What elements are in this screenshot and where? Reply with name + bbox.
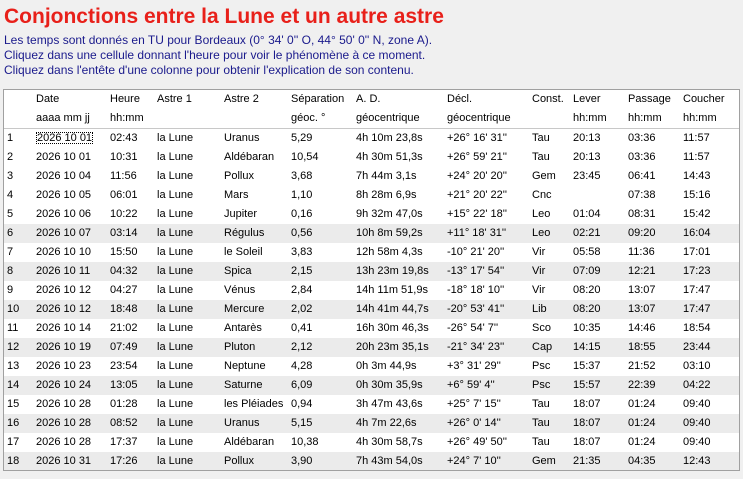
cell-body2[interactable]: Aldébaran	[224, 151, 275, 163]
cell-body2[interactable]: Aldébaran	[224, 436, 275, 448]
cell-date[interactable]: 2026 10 19	[36, 341, 92, 353]
cell-transit[interactable]: 04:35	[628, 455, 656, 467]
cell-date[interactable]: 2026 10 12	[36, 284, 92, 296]
cell-rise[interactable]: 01:04	[573, 208, 601, 220]
cell-set[interactable]: 15:16	[683, 189, 711, 201]
cell-transit[interactable]: 12:21	[628, 265, 656, 277]
cell-rise[interactable]: 08:20	[573, 284, 601, 296]
cell-rise[interactable]: 10:35	[573, 322, 601, 334]
cell-transit[interactable]: 01:24	[628, 436, 656, 448]
cell-row-number[interactable]: 2	[7, 151, 14, 163]
cell-row-number[interactable]: 17	[7, 436, 20, 448]
cell-rise[interactable]: 18:07	[573, 398, 601, 410]
cell-rise[interactable]: 20:13	[573, 132, 601, 144]
cell-constellation[interactable]: Lib	[532, 303, 547, 315]
cell-set[interactable]: 11:57	[683, 132, 710, 144]
cell-body1[interactable]: la Lune	[157, 398, 194, 410]
cell-body2[interactable]: Régulus	[224, 227, 265, 239]
header-transit[interactable]: Passage	[628, 93, 671, 105]
cell-constellation[interactable]: Tau	[532, 132, 550, 144]
cell-body2[interactable]: Pollux	[224, 455, 254, 467]
cell-set[interactable]: 16:04	[683, 227, 711, 239]
cell-transit[interactable]: 21:52	[628, 360, 656, 372]
cell-separation[interactable]: 3,83	[291, 246, 313, 258]
page-title: Conjonctions entre la Lune et un autre astre	[4, 5, 444, 28]
cell-separation[interactable]: 5,29	[291, 132, 313, 144]
cell-rise[interactable]: 23:45	[573, 170, 601, 182]
info-line-header-hint: Cliquez dans l'entête d'une colonne pour obtenir l'explication de son contenu.	[4, 63, 414, 77]
cell-body1[interactable]: la Lune	[157, 360, 194, 372]
cell-declination[interactable]: +21° 20' 22''	[447, 189, 507, 201]
header-date[interactable]: aaaa mm jj	[36, 112, 90, 124]
cell-set[interactable]: 03:10	[683, 360, 711, 372]
cell-rise[interactable]: 02:21	[573, 227, 601, 239]
header-time[interactable]: Heure	[110, 93, 140, 105]
cell-row-number[interactable]: 3	[7, 170, 14, 182]
header-right-ascension[interactable]: géocentrique	[356, 112, 420, 124]
cell-body1[interactable]: la Lune	[157, 170, 194, 182]
cell-body1[interactable]: la Lune	[157, 303, 194, 315]
cell-row-number[interactable]: 16	[7, 417, 20, 429]
cell-body1[interactable]: la Lune	[157, 417, 194, 429]
header-set[interactable]: hh:mm	[683, 112, 717, 124]
table-row[interactable]	[4, 376, 739, 395]
cell-separation[interactable]: 0,16	[291, 208, 313, 220]
cell-set[interactable]: 17:47	[683, 303, 711, 315]
header-declination[interactable]: Décl.	[447, 93, 473, 105]
cell-separation[interactable]: 6,09	[291, 379, 313, 391]
cell-rise[interactable]: 07:09	[573, 265, 601, 277]
cell-constellation[interactable]: Leo	[532, 208, 551, 220]
cell-declination[interactable]: -26° 54' 7''	[447, 322, 499, 334]
cell-declination[interactable]: +24° 7' 10''	[447, 455, 501, 467]
cell-right-ascension[interactable]: 0h 3m 44,9s	[356, 360, 417, 372]
cell-constellation[interactable]: Cap	[532, 341, 553, 353]
cell-rise[interactable]: 08:20	[573, 303, 601, 315]
cell-rise[interactable]: 14:15	[573, 341, 601, 353]
cell-time[interactable]: 13:05	[110, 379, 138, 391]
table-row[interactable]	[4, 205, 739, 224]
cell-declination[interactable]: +26° 0' 14''	[447, 417, 501, 429]
cell-set[interactable]: 23:44	[683, 341, 711, 353]
cell-time[interactable]: 04:32	[110, 265, 138, 277]
cell-row-number[interactable]: 5	[7, 208, 14, 220]
cell-right-ascension[interactable]: 4h 30m 51,3s	[356, 151, 423, 163]
cell-transit[interactable]: 07:38	[628, 189, 656, 201]
cell-date[interactable]: 2026 10 14	[36, 322, 92, 334]
cell-transit[interactable]: 13:07	[628, 303, 656, 315]
conjunctions-table[interactable]	[3, 89, 740, 471]
cell-time[interactable]: 17:37	[110, 436, 138, 448]
cell-transit[interactable]: 08:31	[628, 208, 656, 220]
cell-constellation[interactable]: Vir	[532, 265, 546, 277]
header-row-number[interactable]	[7, 109, 33, 128]
cell-time[interactable]: 07:49	[110, 341, 138, 353]
header-date[interactable]: Date	[36, 93, 60, 105]
cell-body2[interactable]: Mars	[224, 189, 249, 201]
cell-right-ascension[interactable]: 4h 7m 22,6s	[356, 417, 417, 429]
cell-set[interactable]: 17:01	[683, 246, 711, 258]
info-line-cell-hint: Cliquez dans une cellule donnant l'heure pour voir le phénomène à ce moment.	[4, 48, 426, 62]
cell-constellation[interactable]: Tau	[532, 417, 550, 429]
header-constellation[interactable]: Const.	[532, 93, 564, 105]
cell-declination[interactable]: -18° 18' 10''	[447, 284, 505, 296]
cell-constellation[interactable]: Tau	[532, 436, 550, 448]
table-row[interactable]	[4, 243, 739, 262]
cell-row-number[interactable]: 6	[7, 227, 14, 239]
cell-time[interactable]: 06:01	[110, 189, 138, 201]
table-row[interactable]	[4, 414, 739, 433]
cell-transit[interactable]: 14:46	[628, 322, 656, 334]
cell-set[interactable]: 09:40	[683, 398, 711, 410]
cell-right-ascension[interactable]: 13h 23m 19,8s	[356, 265, 429, 277]
cell-body2[interactable]: Jupiter	[224, 208, 258, 220]
cell-separation[interactable]: 2,12	[291, 341, 313, 353]
cell-constellation[interactable]: Tau	[532, 398, 550, 410]
cell-right-ascension[interactable]: 14h 41m 44,7s	[356, 303, 429, 315]
cell-body1[interactable]: la Lune	[157, 436, 194, 448]
cell-set[interactable]: 18:54	[683, 322, 711, 334]
cell-time[interactable]: 23:54	[110, 360, 138, 372]
cell-transit[interactable]: 09:20	[628, 227, 656, 239]
cell-body1[interactable]: la Lune	[157, 227, 194, 239]
cell-body1[interactable]: la Lune	[157, 151, 194, 163]
cell-set[interactable]: 09:40	[683, 417, 711, 429]
cell-rise[interactable]	[573, 186, 625, 205]
cell-body2[interactable]: Uranus	[224, 132, 260, 144]
cell-separation[interactable]: 0,94	[291, 398, 313, 410]
cell-declination[interactable]: +26° 16' 31''	[447, 132, 507, 144]
table-row[interactable]	[4, 357, 739, 376]
cell-separation[interactable]: 2,02	[291, 303, 313, 315]
cell-row-number[interactable]: 13	[7, 360, 20, 372]
cell-body2[interactable]: Neptune	[224, 360, 266, 372]
cell-right-ascension[interactable]: 4h 30m 58,7s	[356, 436, 423, 448]
cell-body2[interactable]: Antarès	[224, 322, 262, 334]
cell-rise[interactable]: 05:58	[573, 246, 601, 258]
cell-right-ascension[interactable]: 8h 28m 6,9s	[356, 189, 417, 201]
cell-constellation[interactable]: Vir	[532, 284, 546, 296]
cell-declination[interactable]: +15° 22' 18''	[447, 208, 507, 220]
cell-separation[interactable]: 5,15	[291, 417, 313, 429]
cell-right-ascension[interactable]: 0h 30m 35,9s	[356, 379, 423, 391]
cell-set[interactable]: 09:40	[683, 436, 711, 448]
cell-time[interactable]: 17:26	[110, 455, 138, 467]
cell-declination[interactable]: +6° 59' 4''	[447, 379, 495, 391]
header-body1[interactable]: Astre 1	[157, 93, 192, 105]
cell-date[interactable]: 2026 10 10	[36, 246, 92, 258]
cell-row-number[interactable]: 12	[7, 341, 20, 353]
cell-time[interactable]: 03:14	[110, 227, 138, 239]
cell-declination[interactable]: +25° 7' 15''	[447, 398, 501, 410]
header-separation[interactable]: Séparation	[291, 93, 345, 105]
cell-transit[interactable]: 22:39	[628, 379, 656, 391]
cell-set[interactable]: 11:57	[683, 151, 710, 163]
table-row[interactable]	[4, 224, 739, 243]
cell-separation[interactable]: 10,38	[291, 436, 319, 448]
cell-body1[interactable]: la Lune	[157, 208, 194, 220]
table-row[interactable]	[4, 395, 739, 414]
cell-constellation[interactable]: Gem	[532, 455, 556, 467]
table-row[interactable]	[4, 452, 739, 471]
cell-date[interactable]: 2026 10 07	[36, 227, 92, 239]
cell-set[interactable]: 17:23	[683, 265, 711, 277]
cell-constellation[interactable]: Psc	[532, 379, 551, 391]
cell-rise[interactable]: 20:13	[573, 151, 601, 163]
table-row[interactable]	[4, 338, 739, 357]
cell-separation[interactable]: 10,54	[291, 151, 319, 163]
cell-body1[interactable]: la Lune	[157, 341, 194, 353]
cell-time[interactable]: 15:50	[110, 246, 138, 258]
cell-set[interactable]: 15:42	[683, 208, 711, 220]
header-rise[interactable]: Lever	[573, 93, 601, 105]
cell-constellation[interactable]: Vir	[532, 246, 546, 258]
cell-body1[interactable]: la Lune	[157, 189, 194, 201]
header-rise[interactable]: hh:mm	[573, 112, 607, 124]
header-right-ascension[interactable]: A. D.	[356, 93, 381, 105]
cell-date[interactable]: 2026 10 28	[36, 436, 92, 448]
cell-row-number[interactable]: 15	[7, 398, 20, 410]
cell-time[interactable]: 18:48	[110, 303, 138, 315]
cell-declination[interactable]: +26° 49' 50''	[447, 436, 507, 448]
table-row[interactable]	[4, 262, 739, 281]
cell-right-ascension[interactable]: 7h 43m 54,0s	[356, 455, 423, 467]
cell-transit[interactable]: 01:24	[628, 417, 656, 429]
cell-body2[interactable]: Spica	[224, 265, 252, 277]
cell-row-number[interactable]: 14	[7, 379, 20, 391]
cell-right-ascension[interactable]: 7h 44m 3,1s	[356, 170, 417, 182]
cell-declination[interactable]: -10° 21' 20''	[447, 246, 505, 258]
cell-time[interactable]: 01:28	[110, 398, 138, 410]
cell-row-number[interactable]: 1	[7, 132, 14, 144]
table-row[interactable]	[4, 319, 739, 338]
cell-date[interactable]: 2026 10 06	[36, 208, 92, 220]
cell-date[interactable]: 2026 10 11	[36, 265, 91, 277]
cell-time[interactable]: 02:43	[110, 132, 138, 144]
cell-declination[interactable]: -20° 53' 41''	[447, 303, 505, 315]
cell-row-number[interactable]: 7	[7, 246, 14, 258]
cell-body1[interactable]: la Lune	[157, 265, 194, 277]
cell-date[interactable]: 2026 10 23	[36, 360, 92, 372]
cell-body1[interactable]: la Lune	[157, 322, 194, 334]
cell-right-ascension[interactable]: 12h 58m 4,3s	[356, 246, 423, 258]
cell-rise[interactable]: 15:57	[573, 379, 601, 391]
cell-transit[interactable]: 13:07	[628, 284, 656, 296]
cell-declination[interactable]: +3° 31' 29''	[447, 360, 501, 372]
cell-declination[interactable]: +24° 20' 20''	[447, 170, 507, 182]
header-time[interactable]: hh:mm	[110, 112, 144, 124]
header-body1[interactable]	[157, 109, 221, 128]
cell-rise[interactable]: 18:07	[573, 417, 601, 429]
cell-body2[interactable]: Saturne	[224, 379, 263, 391]
cell-body1[interactable]: la Lune	[157, 246, 194, 258]
cell-row-number[interactable]: 8	[7, 265, 14, 277]
cell-separation[interactable]: 0,56	[291, 227, 313, 239]
cell-row-number[interactable]: 11	[7, 322, 19, 334]
cell-constellation[interactable]: Tau	[532, 151, 550, 163]
table-row[interactable]	[4, 167, 739, 186]
cell-date[interactable]: 2026 10 04	[36, 170, 92, 182]
cell-separation[interactable]: 3,68	[291, 170, 313, 182]
cell-transit[interactable]: 18:55	[628, 341, 656, 353]
cell-constellation[interactable]: Gem	[532, 170, 556, 182]
cell-rise[interactable]: 18:07	[573, 436, 601, 448]
cell-body2[interactable]: Vénus	[224, 284, 256, 296]
cell-time[interactable]: 10:31	[110, 151, 138, 163]
cell-separation[interactable]: 0,41	[291, 322, 313, 334]
cell-body1[interactable]: la Lune	[157, 132, 194, 144]
cell-transit[interactable]: 03:36	[628, 132, 656, 144]
info-text	[4, 33, 432, 78]
header-body2[interactable]: Astre 2	[224, 93, 259, 105]
cell-date[interactable]: 2026 10 01	[37, 132, 93, 144]
cell-body1[interactable]: la Lune	[157, 455, 194, 467]
cell-constellation[interactable]: Leo	[532, 227, 551, 239]
cell-constellation[interactable]: Sco	[532, 322, 551, 334]
cell-body1[interactable]: la Lune	[157, 379, 194, 391]
cell-right-ascension[interactable]: 14h 11m 51,9s	[356, 284, 428, 296]
cell-set[interactable]: 14:43	[683, 170, 711, 182]
cell-time[interactable]: 21:02	[110, 322, 138, 334]
cell-right-ascension[interactable]: 3h 47m 43,6s	[356, 398, 423, 410]
header-row-number[interactable]	[7, 90, 33, 109]
cell-date[interactable]: 2026 10 28	[36, 417, 92, 429]
cell-right-ascension[interactable]: 16h 30m 46,3s	[356, 322, 429, 334]
cell-transit[interactable]: 11:36	[628, 246, 655, 258]
info-line-timezone: Les temps sont donnés en TU pour Bordeaux (0° 34' 0'' O, 44° 50' 0'' N, zone A).	[4, 33, 433, 47]
table-row[interactable]	[4, 300, 739, 319]
cell-transit[interactable]: 06:41	[628, 170, 656, 182]
table-row[interactable]	[4, 148, 739, 167]
cell-transit[interactable]: 03:36	[628, 151, 656, 163]
cell-date[interactable]: 2026 10 12	[36, 303, 92, 315]
cell-rise[interactable]: 15:37	[573, 360, 601, 372]
cell-separation[interactable]: 3,90	[291, 455, 313, 467]
cell-separation[interactable]: 4,28	[291, 360, 313, 372]
table-row[interactable]	[4, 186, 739, 205]
cell-set[interactable]: 12:43	[683, 455, 711, 467]
header-body2[interactable]	[224, 109, 288, 128]
cell-body2[interactable]: les Pléiades	[224, 398, 284, 410]
cell-right-ascension[interactable]: 20h 23m 35,1s	[356, 341, 429, 353]
cell-constellation[interactable]: Psc	[532, 360, 551, 372]
cell-separation[interactable]: 1,10	[291, 189, 313, 201]
cell-time[interactable]: 11:56	[110, 170, 137, 182]
cell-row-number[interactable]: 4	[7, 189, 14, 201]
cell-set[interactable]: 04:22	[683, 379, 711, 391]
header-separation[interactable]: géoc. °	[291, 112, 326, 124]
header-constellation[interactable]	[532, 109, 570, 128]
cell-body2[interactable]: Mercure	[224, 303, 265, 315]
cell-date[interactable]: 2026 10 24	[36, 379, 92, 391]
table-row[interactable]	[4, 281, 739, 300]
cell-body2[interactable]: Uranus	[224, 417, 260, 429]
cell-time[interactable]: 04:27	[110, 284, 138, 296]
cell-right-ascension[interactable]: 9h 32m 47,0s	[356, 208, 423, 220]
cell-date[interactable]: 2026 10 05	[36, 189, 92, 201]
cell-row-number[interactable]: 18	[7, 455, 20, 467]
cell-set[interactable]: 17:47	[683, 284, 711, 296]
cell-transit[interactable]: 01:24	[628, 398, 656, 410]
header-set[interactable]: Coucher	[683, 93, 725, 105]
table-row[interactable]	[4, 129, 739, 148]
header-declination[interactable]: géocentrique	[447, 112, 511, 124]
header-transit[interactable]: hh:mm	[628, 112, 662, 124]
cell-body2[interactable]: Pollux	[224, 170, 254, 182]
cell-date[interactable]: 2026 10 28	[36, 398, 92, 410]
table-row[interactable]	[4, 433, 739, 452]
cell-rise[interactable]: 21:35	[573, 455, 601, 467]
cell-separation[interactable]: 2,84	[291, 284, 313, 296]
column-subheader-row[interactable]	[4, 109, 739, 129]
cell-row-number[interactable]: 10	[7, 303, 20, 315]
cell-separation[interactable]: 2,15	[291, 265, 313, 277]
cell-right-ascension[interactable]: 10h 8m 59,2s	[356, 227, 423, 239]
cell-time[interactable]: 10:22	[110, 208, 138, 220]
column-header-row[interactable]	[4, 90, 739, 109]
cell-date[interactable]: 2026 10 01	[36, 151, 92, 163]
cell-declination[interactable]: -21° 34' 23''	[447, 341, 505, 353]
cell-body2[interactable]: Pluton	[224, 341, 256, 353]
cell-time[interactable]: 08:52	[110, 417, 138, 429]
cell-declination[interactable]: -13° 17' 54''	[447, 265, 505, 277]
cell-date[interactable]: 2026 10 31	[36, 455, 92, 467]
cell-body1[interactable]: la Lune	[157, 284, 194, 296]
cell-declination[interactable]: +11° 18' 31''	[447, 227, 507, 239]
cell-body2[interactable]: le Soleil	[224, 246, 263, 258]
cell-right-ascension[interactable]: 4h 10m 23,8s	[356, 132, 423, 144]
cell-declination[interactable]: +26° 59' 21''	[447, 151, 507, 163]
cell-constellation[interactable]: Cnc	[532, 189, 552, 201]
cell-row-number[interactable]: 9	[7, 284, 14, 296]
